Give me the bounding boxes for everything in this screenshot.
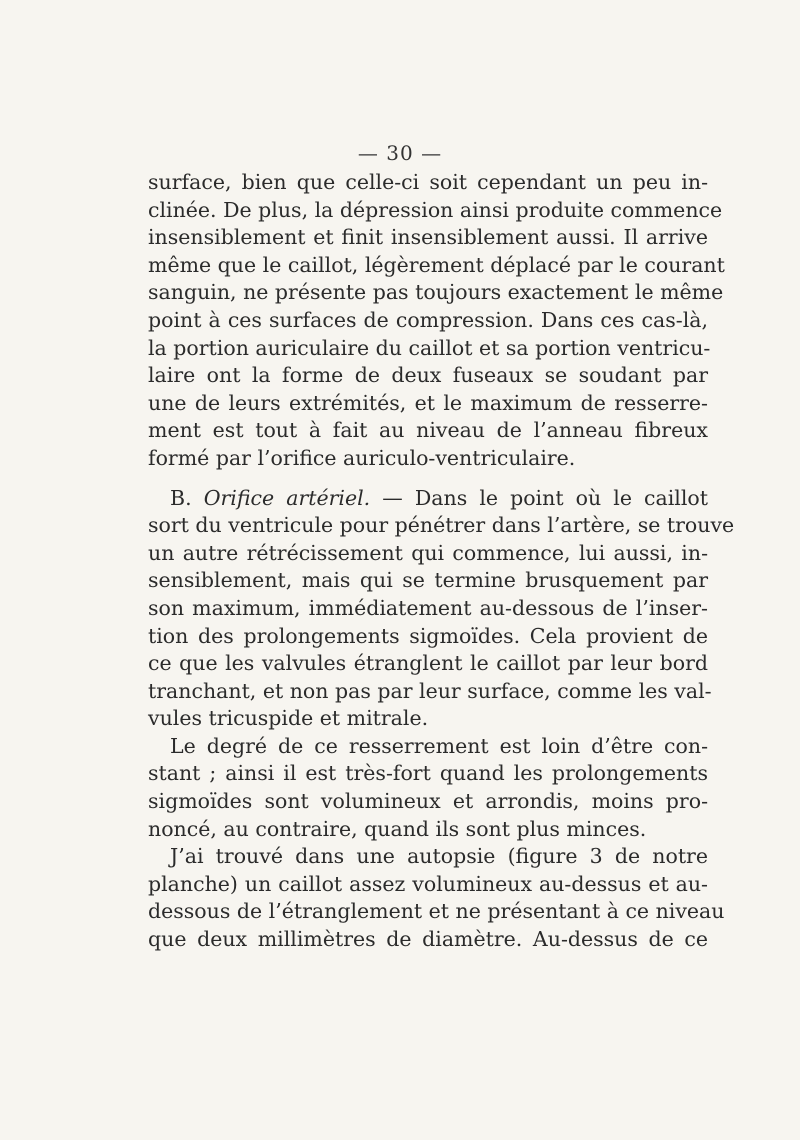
page-number: — 30 — <box>357 141 443 165</box>
section-letter: B. <box>170 485 192 510</box>
text-line: un autre rétrécissement qui commence, lui aussi, in- <box>148 540 708 565</box>
text-line: stant ; ainsi il est très-fort quand les prolongements <box>148 761 708 786</box>
text-line: sort du ventricule pour pénétrer dans l’artère, se trouve <box>148 513 735 538</box>
text-line: sensiblement, mais qui se termine brusquement par <box>148 568 708 593</box>
text-line: tranchant, et non pas par leur surface, comme les val- <box>148 678 712 703</box>
text-line-rest: — Dans le point où le caillot <box>370 485 708 510</box>
text-line: que deux millimètres de diamètre. Au-dessus de ce <box>148 927 708 952</box>
text-line: noncé, au contraire, quand ils sont plus minces. <box>148 816 647 841</box>
text-line: planche) un caillot assez volumineux au-dessus et au- <box>148 871 708 896</box>
text-line: la portion auriculaire du caillot et sa portion ventricu- <box>148 335 711 360</box>
text-line: laire ont la forme de deux fuseaux se soudant par <box>148 363 708 388</box>
text-line: insensiblement et finit insensiblement aussi. Il arrive <box>148 225 708 250</box>
text-line: une de leurs extrémités, et le maximum de resserre- <box>148 390 708 415</box>
paragraph-4 <box>148 843 725 953</box>
text-line: vules tricuspide et mitrale. <box>148 706 429 731</box>
body-text <box>148 169 735 954</box>
text-line: ment est tout à fait au niveau de l’anneau fibreux <box>148 418 708 443</box>
text-line: point à ces surfaces de compression. Dans ces cas-là, <box>148 307 708 332</box>
paragraph-3 <box>148 733 708 843</box>
text-line: son maximum, immédiatement au-dessous de l’inser- <box>148 595 708 620</box>
text-line: même que le caillot, légèrement déplacé par le courant <box>148 252 725 277</box>
section-title: Orifice artériel. <box>203 485 371 510</box>
text-line: sanguin, ne présente pas toujours exactement le même <box>148 280 724 305</box>
text-line: tion des prolongements sigmoïdes. Cela provient de <box>148 623 708 648</box>
text-line: surface, bien que celle-ci soit cependant un peu in- <box>148 170 708 194</box>
paragraph-1 <box>148 169 725 473</box>
text-line: formé par l’orifice auriculo-ventriculaire. <box>148 445 576 470</box>
section-heading-line <box>148 485 708 513</box>
paragraph-2 <box>148 485 735 733</box>
text-line: Le degré de ce resserrement est loin d’être con- <box>170 733 708 758</box>
text-line: clinée. De plus, la dépression ainsi produite commence <box>148 197 723 222</box>
text-line: ce que les valvules étranglent le caillot par leur bord <box>148 651 708 676</box>
text-line: J’ai trouvé dans une autopsie (figure 3 de notre <box>170 844 708 869</box>
text-line: dessous de l’étranglement et ne présentant à ce niveau <box>148 899 725 924</box>
text-line: sigmoïdes sont volumineux et arrondis, moins pro- <box>148 789 708 814</box>
